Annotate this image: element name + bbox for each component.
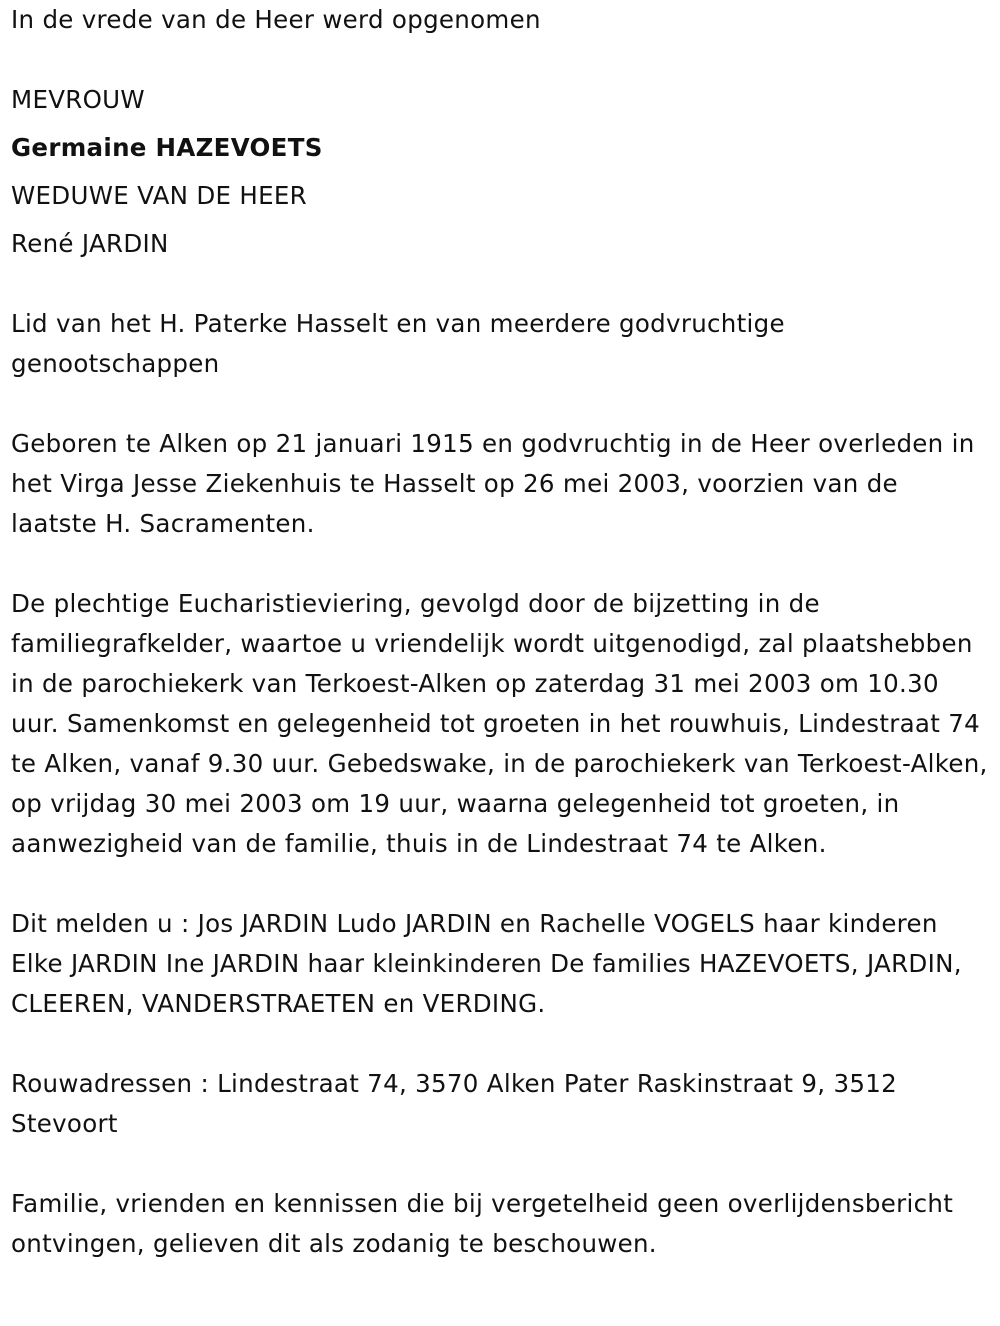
birth-death-paragraph: Geboren te Alken op 21 januari 1915 en godvruchtig in de Heer overleden in het Virga Jesse Ziekenhuis te Hasselt op 26 mei 2003, voorzien van de laatste H. Sacramenten. — [11, 429, 975, 538]
widow-of-line: WEDUWE VAN DE HEER — [11, 181, 308, 210]
announced-by-paragraph: Dit melden u : Jos JARDIN Ludo JARDIN en Rachelle VOGELS haar kinderen Elke JARDIN Ine JARDIN haar kleinkinderen De families HAZEVOETS, JARDIN, CLEEREN, VANDERSTRAETEN en VERDING. — [11, 909, 962, 1018]
deceased-name: Germaine HAZEVOETS — [11, 133, 323, 162]
obituary-document — [11, 0, 991, 1264]
ceremony-paragraph: De plechtige Eucharistieviering, gevolgd door de bijzetting in de familiegrafkelder, waartoe u vriendelijk wordt uitgenodigd, zal plaatshebben in de parochiekerk van Terkoest-Alken op zaterdag 31 mei 2003 om 10.30 uur. Samenkomst en gelegenheid tot groeten in het rouwhuis, Lindestraat 74 te Alken, vanaf 9.30 uur. Gebedswake, in de parochiekerk van Terkoest-Alken, op vrijdag 30 mei 2003 om 19 uur, waarna gelegenheid tot groeten, in aanwezigheid van de familie, thuis in de Lindestraat 74 te Alken. — [11, 589, 988, 858]
membership-paragraph: Lid van het H. Paterke Hasselt en van meerdere godvruchtige genootschappen — [11, 309, 785, 378]
intro-line: In de vrede van de Heer werd opgenomen — [11, 5, 541, 34]
title-line: MEVROUW — [11, 85, 145, 114]
addresses-paragraph: Rouwadressen : Lindestraat 74, 3570 Alken Pater Raskinstraat 9, 3512 Stevoort — [11, 1069, 898, 1138]
spouse-name: René JARDIN — [11, 229, 169, 258]
closing-paragraph: Familie, vrienden en kennissen die bij vergetelheid geen overlijdensbericht ontvingen, gelieven dit als zodanig te beschouwen. — [11, 1189, 954, 1258]
